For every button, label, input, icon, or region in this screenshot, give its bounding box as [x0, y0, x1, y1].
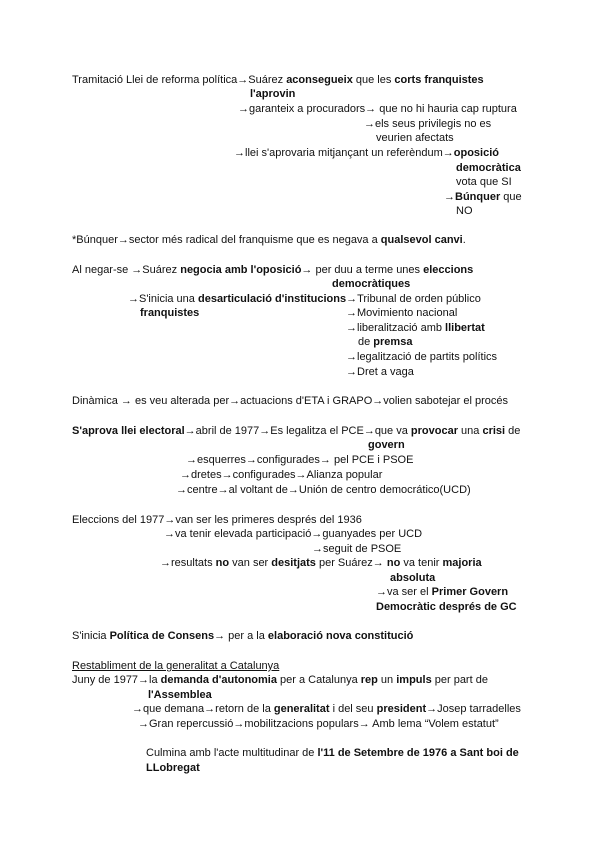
tramitacio-line-3: →garanteix a procuradors→ que no hi hauria cap ruptura: [238, 103, 517, 115]
llei-electoral-line-1: S'aprova llei electoral→abril de 1977→Es legalitza el PCE→que va provocar una crisi de: [72, 425, 521, 437]
tramitacio-line-9: →Búnquer que: [444, 191, 522, 203]
tramitacio-line-10: NO: [456, 205, 473, 217]
negar-line-2: democràtiques: [332, 278, 411, 290]
eleccions-line-7: Democràtic després de GC: [376, 601, 517, 613]
generalitat-line-1: Juny de 1977→la demanda d'autonomia per a Catalunya rep un impuls per part de: [72, 674, 488, 686]
negar-line-6: →liberalització amb llibertat: [346, 322, 485, 334]
llei-electoral-line-2: govern: [368, 439, 405, 451]
generalitat-line-5: Culmina amb l'acte multitudinar de l'11 de Setembre de 1976 a Sant boi de: [146, 747, 519, 759]
dinamica-line: Dinàmica → es veu alterada per→actuacions d'ETA i GRAPO→volien sabotejar el procés: [72, 395, 508, 407]
eleccions-line-2: →va tenir elevada participació→guanyades per UCD: [164, 528, 423, 540]
generalitat-line-3: →que demana→retorn de la generalitat i del seu president→Josep tarradelles: [132, 703, 521, 715]
bunquer-note: *Búnquer→sector més radical del franquisme que es negava a qualsevol canvi.: [72, 234, 466, 246]
negar-line-3: →S'inicia una desarticulació d'institucions→Tribunal de orden público: [128, 293, 481, 305]
generalitat-line-2: l'Assemblea: [148, 689, 212, 701]
llei-electoral-line-3: →esquerres→configurades→ pel PCE i PSOE: [186, 454, 414, 466]
tramitacio-line-8: vota que SI: [456, 176, 512, 188]
eleccions-line-6: →va ser el Primer Govern: [376, 586, 509, 598]
negar-line-8: →legalització de partits polítics: [346, 351, 498, 363]
eleccions-line-4: →resultats no van ser desitjats per Suárez→ no va tenir majoria: [160, 557, 482, 569]
negar-line-9: →Dret a vaga: [346, 366, 414, 378]
generalitat-line-6: LLobregat: [146, 762, 200, 774]
generalitat-heading: Restabliment de la generalitat a Catalunya: [72, 660, 280, 672]
eleccions-line-1: Eleccions del 1977→van ser les primeres després del 1936: [72, 514, 362, 526]
eleccions-line-5: absoluta: [390, 572, 436, 584]
consens-line: S'inicia Política de Consens→ per a la elaboració nova constitució: [72, 630, 414, 642]
negar-line-5: →Movimiento nacional: [346, 307, 458, 319]
tramitacio-line-7: democràtica: [456, 162, 521, 174]
negar-line-1: Al negar-se →Suárez negocia amb l'oposició→ per duu a terme unes eleccions: [72, 264, 474, 276]
negar-line-7: de premsa: [358, 336, 413, 348]
tramitacio-line-2: l'aprovin: [250, 88, 296, 100]
tramitacio-line-5: veurien afectats: [376, 132, 454, 144]
llei-electoral-line-5: →centre→al voltant de→Unión de centro democrático(UCD): [176, 484, 471, 496]
tramitacio-line-1: Tramitació Llei de reforma política→Suárez aconsegueix que les corts franquistes: [72, 74, 484, 86]
eleccions-line-3: →seguit de PSOE: [312, 543, 402, 555]
negar-line-4: franquistes: [140, 307, 200, 319]
tramitacio-line-6: →llei s'aprovaria mitjançant un referèndum→oposició: [234, 147, 499, 159]
llei-electoral-line-4: →dretes→configurades→Alianza popular: [180, 469, 383, 481]
generalitat-line-4: →Gran repercussió→mobilitzacions populars→ Amb lema “Volem estatut”: [138, 718, 499, 730]
tramitacio-line-4: →els seus privilegis no es: [364, 118, 492, 130]
